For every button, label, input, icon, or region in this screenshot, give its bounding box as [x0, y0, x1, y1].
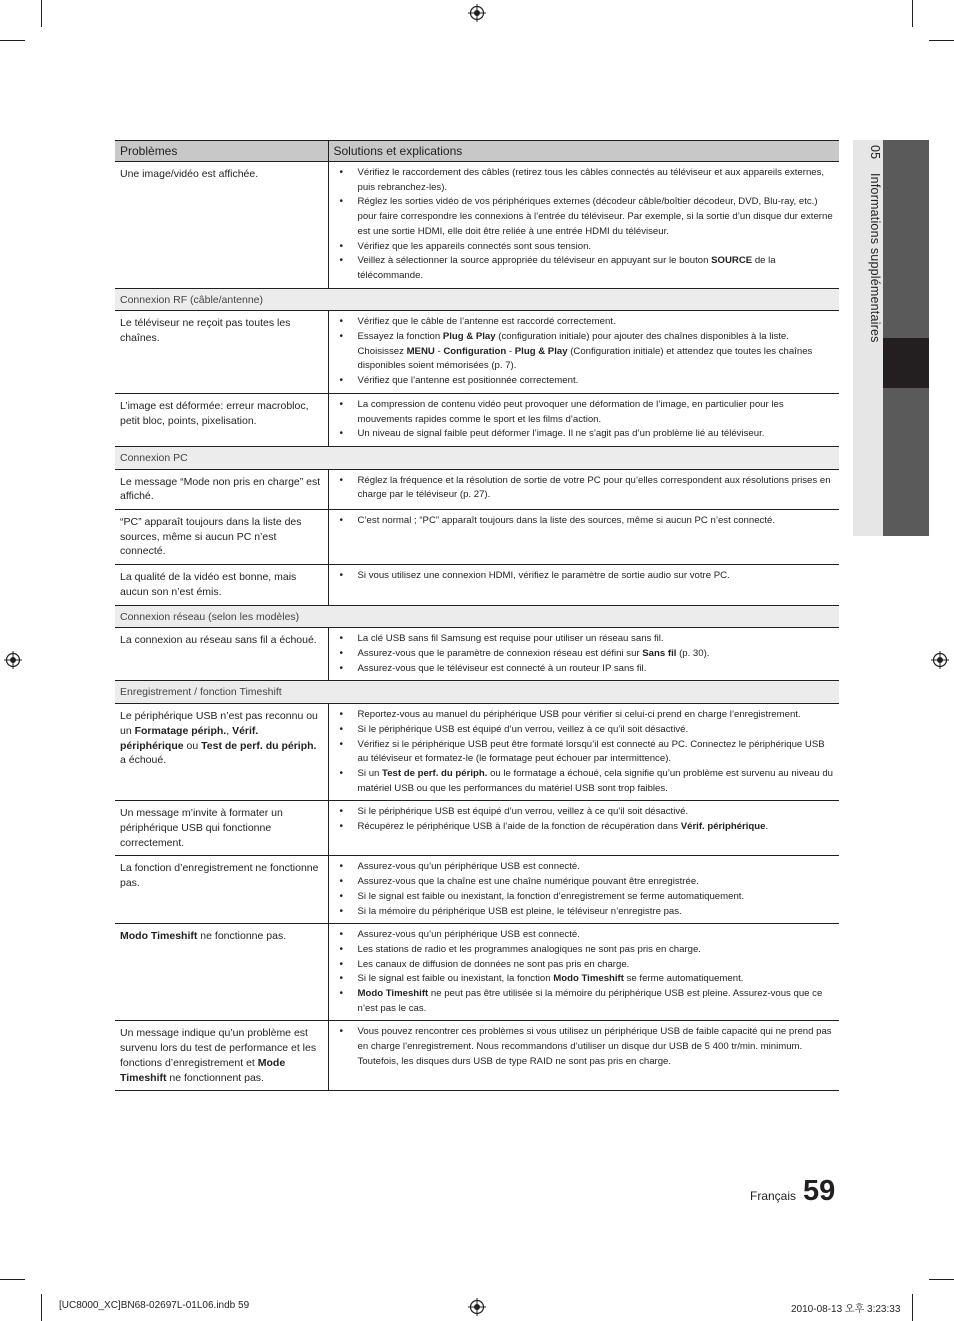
solution-list: [337, 928, 835, 1016]
solution-item: [337, 767, 835, 796]
text-segment: La fonction d’enregistrement ne fonctionne pas.: [120, 862, 319, 890]
text-segment: C’est normal ; “PC” apparaît toujours dans la liste des sources, même si aucun PC n’est connecté.: [357, 515, 776, 527]
section-header-row: [115, 605, 839, 628]
column-header-solutions: Solutions et explications: [328, 141, 839, 162]
bold-term: Vérif. périphérique: [680, 821, 766, 833]
text-segment: Les canaux de diffusion de données ne sont pas pris en charge.: [357, 958, 630, 970]
section-header-row: [115, 681, 839, 704]
text-segment: Assurez-vous que le téléviseur est connecté à un routeur IP sans fil.: [357, 662, 647, 674]
solution-item: [337, 514, 835, 529]
text-segment: Assurez-vous qu’un périphérique USB est connecté.: [357, 861, 580, 873]
problem-cell: [115, 704, 328, 801]
table-row: [115, 801, 839, 856]
solution-item: [337, 427, 835, 442]
text-segment: Si la mémoire du périphérique USB est pleine, le téléviseur n’enregistre pas.: [357, 905, 682, 917]
problem-cell: [115, 393, 328, 446]
solution-list: [337, 398, 835, 442]
text-segment: Reportez-vous au manuel du périphérique USB pour vérifier si celui-ci prend en charge l’enregistrement.: [357, 709, 801, 721]
footer-file-name: [UC8000_XC]BN68-02697L-01L06.indb 59: [59, 1300, 250, 1311]
solution-item: [337, 890, 835, 905]
problem-cell: [115, 510, 328, 565]
text-segment: Essayez la fonction: [357, 331, 443, 343]
text-segment: Vous pouvez rencontrer ces problèmes si vous utilisez un périphérique USB de faible capacité qui ne prend pas en charge l’enregistrement. Nous recommandons d’utiliser un disque dur USB de 5 400 tr/min. minimum. Toutefois, les disques durs USB de type RAID ne sont pas pris en charge.: [357, 1026, 832, 1067]
text-segment: Un message m’invite à formater un périphérique USB qui fonctionne correctement.: [120, 807, 283, 849]
table-header-row: [115, 141, 839, 162]
solution-item: [337, 723, 835, 738]
text-segment: Vérifiez que les appareils connectés sont sous tension.: [357, 240, 592, 252]
registration-mark-icon: [931, 651, 949, 669]
table-row: [115, 162, 839, 289]
text-segment: (p. 30).: [676, 647, 710, 659]
text-segment: Vérifiez que l’antenne est positionnée correctement.: [357, 375, 579, 387]
column-header-problems: Problèmes: [115, 141, 328, 162]
solution-list: [337, 514, 835, 529]
text-segment: -: [506, 345, 515, 357]
solution-cell: [328, 510, 839, 565]
bold-term: SOURCE: [711, 255, 753, 267]
text-segment: Vérifiez que le câble de l’antenne est raccordé correctement.: [357, 316, 616, 328]
table-row: [115, 1021, 839, 1091]
problem-cell: [115, 469, 328, 509]
table-row: [115, 510, 839, 565]
text-segment: L’image est déformée: erreur macrobloc, petit bloc, points, pixelisation.: [120, 399, 309, 427]
text-segment: (configuration initiale) pour ajouter des chaînes disponibles à la liste. Choisissez: [357, 331, 789, 357]
solution-item: [337, 820, 835, 835]
solution-item: [337, 240, 835, 255]
solution-item: [337, 254, 835, 283]
text-segment: Le périphérique USB n’est pas reconnu ou un: [120, 710, 318, 737]
bold-term: Configuration: [443, 345, 507, 357]
table-row: [115, 704, 839, 801]
crop-mark: [929, 40, 954, 41]
text-segment: ,: [226, 724, 233, 737]
problem-cell: [115, 162, 328, 289]
text-segment: Réglez les sorties vidéo de vos périphériques externes (décodeur câble/boîtier décodeur, DVD, Blu-ray, etc.) pour faire correspondre les connexions à l’entrée du téléviseur. Par exemple, si la sortie d’un disque dur externe est une sortie HDMI, elle doit être reliée à une entrée HDMI du téléviseur.: [357, 196, 833, 237]
solution-item: [337, 958, 835, 973]
text-segment: Vérifiez si le périphérique USB peut être formaté lorsqu’il est connecté au PC. Connectez le périphérique USB au téléviseur et formatez-le (le formatage peut échouer par intermittence).: [357, 738, 825, 765]
text-segment: ne fonctionne pas.: [197, 930, 287, 943]
bold-term: Mode Timeshift: [120, 1056, 286, 1084]
crop-mark: [0, 40, 25, 41]
solution-cell: [328, 469, 839, 509]
bold-term: Plug & Play: [442, 331, 496, 343]
solution-cell: [328, 704, 839, 801]
text-segment: Un message indique qu’un problème est survenu lors du test de performance et les fonctions d’enregistrement et: [120, 1027, 317, 1069]
chapter-number: 05: [868, 145, 882, 160]
crop-mark: [41, 0, 42, 27]
footer-date: 2010-08-13 오후 3:23:33: [791, 1304, 901, 1315]
table-row: [115, 856, 839, 924]
solution-item: [337, 374, 835, 389]
solution-item: [337, 928, 835, 943]
crop-mark: [929, 1279, 954, 1280]
text-segment: (Configuration initiale) et attendez que toutes les chaînes disponibles soient mémorisées (p. 7).: [357, 345, 813, 372]
solution-list: [337, 166, 835, 284]
solution-list: [337, 569, 835, 584]
solution-cell: [328, 628, 839, 681]
text-segment: .: [765, 821, 769, 833]
bold-term: Test de perf. du périph.: [201, 739, 317, 752]
solution-list: [337, 805, 835, 834]
solution-cell: [328, 856, 839, 924]
text-segment: Veillez à sélectionner la source appropriée du téléviseur en appuyant sur le bouton: [357, 255, 712, 267]
crop-mark: [0, 1279, 25, 1280]
text-segment: Si le périphérique USB est équipé d’un verrou, veillez à ce qu’il soit désactivé.: [357, 806, 689, 818]
solution-item: [337, 647, 835, 662]
solution-list: [337, 315, 835, 389]
text-segment: ou le formatage a échoué, cela signifie qu’un problème est survenu au niveau du matériel USB ou que les performances du matériel USB sont trop faibles.: [357, 767, 834, 794]
solution-item: [337, 708, 835, 723]
bold-term: Formatage périph.: [134, 724, 227, 737]
problem-cell: [115, 311, 328, 394]
problem-cell: [115, 801, 328, 856]
solution-cell: [328, 393, 839, 446]
table-row: [115, 393, 839, 446]
table-row: [115, 311, 839, 394]
text-segment: Récupérez le périphérique USB à l’aide de la fonction de récupération dans: [357, 821, 681, 833]
text-segment: -: [434, 345, 444, 357]
text-segment: Le téléviseur ne reçoit pas toutes les chaînes.: [120, 317, 291, 345]
registration-mark-icon: [468, 1298, 486, 1316]
bold-term: MENU: [406, 345, 435, 357]
chapter-tab-marker: [883, 338, 929, 388]
registration-mark-icon: [468, 4, 486, 22]
solution-item: [337, 569, 835, 584]
text-segment: Si un: [357, 767, 383, 779]
section-title: Connexion PC: [115, 446, 839, 469]
text-segment: Vérifiez le raccordement des câbles (retirez tous les câbles connectés au téléviseur et aux appareils externes, puis rebranchez-les).: [357, 167, 825, 193]
text-segment: Assurez-vous qu’un périphérique USB est connecté.: [357, 929, 580, 941]
bold-term: Modo Timeshift: [553, 973, 624, 985]
registration-mark-icon: [4, 651, 22, 669]
text-segment: Réglez la fréquence et la résolution de sortie de votre PC pour qu’elles correspondent aux résolutions prises en charge par le téléviseur (p. 27).: [357, 474, 831, 501]
solution-item: [337, 195, 835, 239]
troubleshooting-table: [115, 140, 839, 1091]
text-segment: La clé USB sans fil Samsung est requise pour utiliser un réseau sans fil.: [357, 633, 664, 645]
section-header-row: [115, 446, 839, 469]
bold-term: Modo Timeshift: [357, 988, 429, 1000]
text-segment: se ferme automatiquement.: [623, 973, 744, 985]
solution-item: [337, 315, 835, 330]
solution-item: [337, 860, 835, 875]
text-segment: ne fonctionnent pas.: [166, 1071, 264, 1084]
text-segment: Une image/vidéo est affichée.: [120, 168, 259, 180]
table-row: [115, 565, 839, 605]
solution-cell: [328, 801, 839, 856]
solution-item: [337, 662, 835, 677]
problem-cell: [115, 628, 328, 681]
solution-item: [337, 805, 835, 820]
bold-term: Test de perf. du périph.: [382, 767, 488, 779]
bold-term: Vérif. périphérique: [120, 724, 259, 752]
section-header-row: [115, 288, 839, 311]
bold-term: Plug & Play: [514, 345, 568, 357]
text-segment: La compression de contenu vidéo peut provoquer une déformation de l’image, en particulier pour les mouvements rapides comme le sport et les films d’action.: [357, 398, 784, 425]
problem-cell: [115, 856, 328, 924]
text-segment: Un niveau de signal faible peut déformer l’image. Il ne s’agit pas d’un problème lié au téléviseur.: [357, 428, 765, 440]
solution-item: [337, 474, 835, 503]
table-row: [115, 628, 839, 681]
solution-item: [337, 972, 835, 987]
text-segment: La connexion au réseau sans fil a échoué.: [120, 634, 317, 647]
page-language: Français: [750, 1189, 797, 1203]
solution-item: [337, 632, 835, 647]
solution-item: [337, 738, 835, 767]
text-segment: Si le périphérique USB est équipé d’un verrou, veillez à ce qu’il soit désactivé.: [357, 723, 689, 735]
table-row: [115, 469, 839, 509]
section-title: Connexion RF (câble/antenne): [115, 288, 839, 311]
solution-item: [337, 1025, 835, 1069]
text-segment: Les stations de radio et les programmes analogiques ne sont pas pris en charge.: [357, 943, 701, 955]
problem-cell: [115, 1021, 328, 1091]
solution-cell: [328, 565, 839, 605]
section-title: Connexion réseau (selon les modèles): [115, 605, 839, 628]
problem-cell: [115, 565, 328, 605]
solution-cell: [328, 311, 839, 394]
text-segment: Si le signal est faible ou inexistant, la fonction d’enregistrement se ferme automatiquement.: [357, 890, 745, 902]
solution-item: [337, 987, 835, 1016]
solution-item: [337, 905, 835, 920]
table-body: [115, 162, 839, 1091]
chapter-title: Informations supplémentaires: [868, 173, 882, 343]
problem-cell: [115, 924, 328, 1021]
text-segment: a échoué.: [120, 754, 167, 767]
text-segment: Assurez-vous que la chaîne est une chaîne numérique pouvant être enregistrée.: [357, 876, 699, 888]
solution-cell: [328, 1021, 839, 1091]
bold-term: Modo Timeshift: [120, 930, 198, 943]
text-segment: de la télécommande.: [357, 255, 776, 281]
bold-term: Sans fil: [642, 647, 677, 659]
text-segment: Si vous utilisez une connexion HDMI, vérifiez le paramètre de sortie audio sur votre PC.: [357, 570, 730, 582]
solution-item: [337, 943, 835, 958]
solution-cell: [328, 162, 839, 289]
text-segment: La qualité de la vidéo est bonne, mais aucun son n’est émis.: [120, 571, 297, 598]
text-segment: ne peut pas être utilisée si la mémoire du périphérique USB est pleine. Assurez-vous que ce n’est pas le cas.: [357, 988, 823, 1014]
solution-list: [337, 860, 835, 919]
crop-mark: [912, 0, 913, 27]
solution-list: [337, 474, 835, 503]
crop-mark: [912, 1294, 913, 1321]
chapter-tab-label: [868, 145, 882, 343]
solution-list: [337, 632, 835, 676]
crop-mark: [41, 1294, 42, 1321]
solution-item: [337, 166, 835, 195]
text-segment: Si le signal est faible ou inexistant, la fonction: [357, 973, 554, 985]
page-number: 59: [803, 1175, 836, 1207]
solution-cell: [328, 924, 839, 1021]
solution-list: [337, 708, 835, 796]
section-title: Enregistrement / fonction Timeshift: [115, 681, 839, 704]
table-row: [115, 924, 839, 1021]
text-segment: “PC” apparaît toujours dans la liste des sources, même si aucun PC n’est connecté.: [120, 516, 302, 558]
text-segment: Assurez-vous que le paramètre de connexion réseau est défini sur: [357, 647, 643, 659]
solution-item: [337, 398, 835, 427]
solution-item: [337, 330, 835, 374]
text-segment: ou: [183, 739, 202, 752]
text-segment: Le message “Mode non pris en charge” est affiché.: [120, 475, 321, 503]
solution-item: [337, 875, 835, 890]
solution-list: [337, 1025, 835, 1069]
